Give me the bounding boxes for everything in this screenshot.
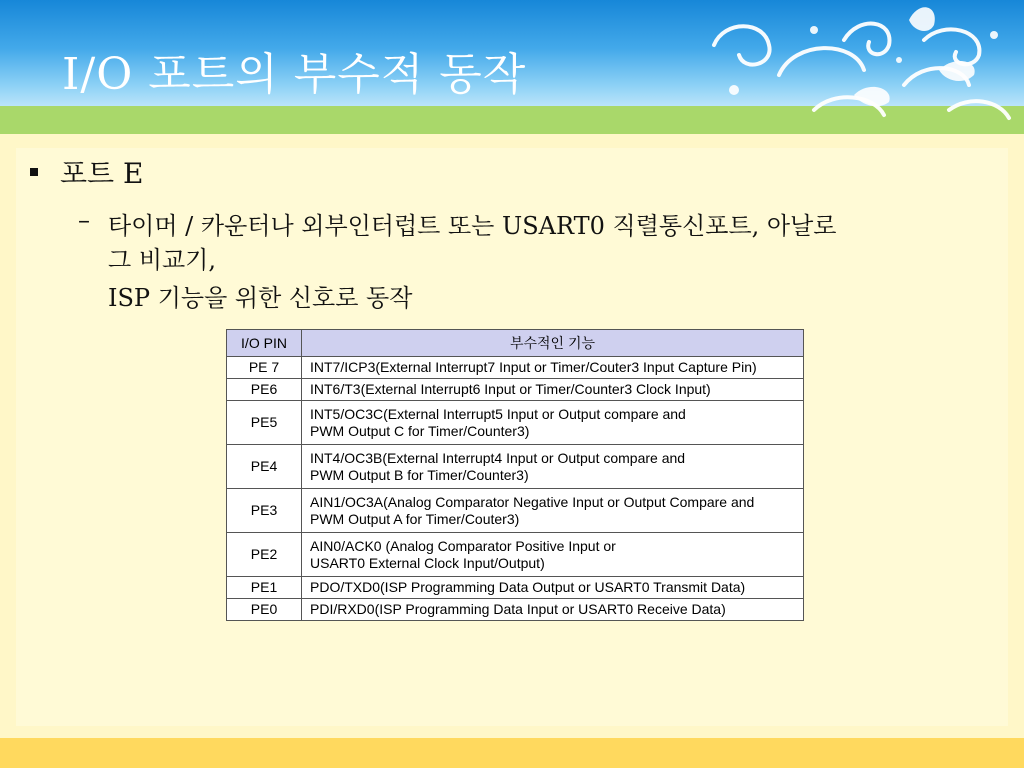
header-function: 부수적인 기능	[302, 330, 804, 357]
sub-bullet-line-2: 그 비교기,	[108, 246, 216, 274]
sub-bullet-line-3: ISP 기능을 위한 신호로 동작	[108, 284, 413, 312]
table-row	[227, 445, 804, 489]
table-row	[227, 599, 804, 621]
pin-cell: PE0	[227, 599, 302, 621]
function-line: PDO/TXD0(ISP Programming Data Output or USART0 Transmit Data)	[310, 579, 746, 595]
table-row	[227, 533, 804, 577]
table-row	[227, 401, 804, 445]
function-line: PWM Output C for Timer/Counter3)	[310, 422, 530, 439]
bullet-square-icon	[30, 168, 38, 176]
bullet-port-e	[30, 152, 143, 192]
function-cell	[302, 445, 804, 489]
function-cell	[302, 357, 804, 379]
bullet-text: 포트 E	[60, 157, 144, 190]
function-line: INT7/ICP3(External Interrupt7 Input or Timer/Couter3 Input Capture Pin)	[310, 359, 757, 375]
pin-cell: PE3	[227, 489, 302, 533]
pin-cell: PE6	[227, 379, 302, 401]
sub-bullet-dash: –	[78, 206, 90, 234]
function-cell	[302, 599, 804, 621]
floral-ornament-icon	[694, 0, 1024, 140]
page-title: I/O 포트의 부수적 동작	[62, 49, 527, 100]
function-cell	[302, 533, 804, 577]
table-row	[227, 379, 804, 401]
pin-cell: PE1	[227, 577, 302, 599]
pin-cell: PE 7	[227, 357, 302, 379]
function-line: AIN1/OC3A(Analog Comparator Negative Input or Output Compare and	[310, 493, 755, 510]
pin-cell: PE2	[227, 533, 302, 577]
sub-bullet-line-1: 타이머 / 카운터나 외부인터럽트 또는 USART0 직렬통신포트, 아날로	[108, 212, 837, 240]
function-line: PWM Output A for Timer/Couter3)	[310, 510, 520, 527]
function-line: PDI/RXD0(ISP Programming Data Input or USART0 Receive Data)	[310, 601, 726, 617]
header-io-pin: I/O PIN	[227, 330, 302, 357]
pin-cell: PE5	[227, 401, 302, 445]
pin-function-table	[226, 329, 804, 621]
table-row	[227, 577, 804, 599]
table-row	[227, 489, 804, 533]
function-cell	[302, 489, 804, 533]
function-line: AIN0/ACK0 (Analog Comparator Positive Input or	[310, 537, 616, 554]
function-line: USART0 External Clock Input/Output)	[310, 554, 545, 571]
table-row	[227, 357, 804, 379]
bottom-band	[0, 738, 1024, 768]
function-cell	[302, 577, 804, 599]
function-line: INT5/OC3C(External Interrupt5 Input or Output compare and	[310, 405, 686, 422]
table-header-row	[227, 330, 804, 357]
function-cell	[302, 401, 804, 445]
function-line: INT4/OC3B(External Interrupt4 Input or Output compare and	[310, 449, 686, 466]
function-cell	[302, 379, 804, 401]
function-line: PWM Output B for Timer/Counter3)	[310, 466, 529, 483]
function-line: INT6/T3(External Interrupt6 Input or Timer/Counter3 Clock Input)	[310, 381, 711, 397]
pin-cell: PE4	[227, 445, 302, 489]
